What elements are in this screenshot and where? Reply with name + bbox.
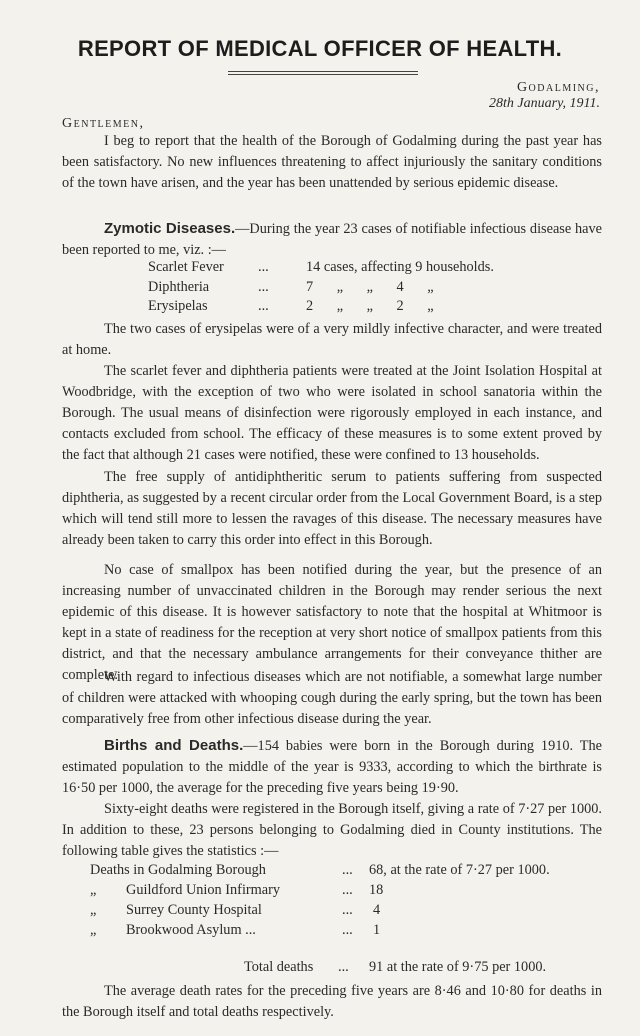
deaths-place: Brookwood Asylum ... [126, 922, 256, 938]
zymotic-paragraph [62, 218, 602, 261]
deaths-dots: ... [342, 862, 353, 878]
ditto-mark: „ [90, 922, 97, 938]
births-intro: —154 babies were born in the Borough during 1910. The estimated population to the middle of the year is 9333, according to which the birthrate is 16·50 per 1000, the average for the preceding five years being 19·90. [62, 738, 602, 796]
deaths-place: Surrey County Hospital [126, 902, 262, 918]
date-line: 28th January, 1911. [489, 96, 600, 111]
total-deaths-dots: ... [338, 959, 349, 975]
disease-dots: ... [258, 259, 269, 275]
births-paragraph [62, 735, 602, 799]
erysipelas-paragraph: The two cases of erysipelas were of a very mildly infective character, and were treated at home. [62, 321, 602, 358]
zymotic-heading: Zymotic Diseases. [104, 220, 236, 237]
births-heading: Births and Deaths. [104, 737, 244, 754]
deaths-value: 1 [373, 922, 381, 938]
title-rule-bottom [228, 74, 418, 75]
disease-dots: ... [258, 298, 269, 314]
disease-cases: 7 „ „ 4 „ [306, 279, 434, 295]
total-deaths-label: Total deaths [244, 959, 314, 975]
smallpox-paragraph: No case of smallpox has been notified during the year, but the presence of an increasing number of unvaccinated children in the Borough may render serious the next epidemic of this disease. It is however satisfactory to note that the hospital at Whitmoor is kept in a state of readiness for the reception at very short notice of smallpox patients from this district, and that the necessary ambulance arrangements for their conveyance thither are complete. [62, 562, 602, 683]
salutation: Gentlemen, [62, 116, 145, 131]
serum-paragraph: The free supply of antidiphtheritic serum to patients suffering from suspected diphtheria, as suggested by a recent circular order from the Local Government Board, is a step which will tend still more to lessen the ravages of this disease. The necessary measures have already been taken to carry this order into effect in this Borough. [62, 469, 602, 548]
deaths-dots: ... [342, 922, 353, 938]
place-line: Godalming, [516, 80, 600, 95]
deaths-dots: ... [342, 882, 353, 898]
average-deaths-paragraph: The average death rates for the preceding five years are 8·46 and 10·80 for deaths in the Borough itself and total deaths respectively. [62, 983, 602, 1020]
deaths-dots: ... [342, 902, 353, 918]
ditto-mark: „ [90, 882, 97, 898]
disease-name: Erysipelas [148, 298, 208, 314]
report-title: REPORT OF MEDICAL OFFICER OF HEALTH. [77, 36, 563, 61]
title-rule-top [228, 71, 418, 72]
disease-cases: 2 „ „ 2 „ [306, 298, 434, 314]
isolation-paragraph: The scarlet fever and diphtheria patients were treated at the Joint Isolation Hospital at Woodbridge, with the exception of two who were isolated in school sanatoria within the Borough. The usual means of disinfection were rigorously employed in each instance, and contacts excluded from school. The efficacy of these measures is to some extent proved by the fact that although 21 cases were notified, these were confined to 13 households. [62, 363, 602, 463]
disease-dots: ... [258, 279, 269, 295]
disease-name: Diphtheria [148, 279, 210, 295]
total-deaths-value: 91 at the rate of 9·75 per 1000. [369, 959, 547, 975]
disease-name: Scarlet Fever [148, 259, 224, 275]
ditto-mark: „ [90, 902, 97, 918]
deaths-paragraph: Sixty-eight deaths were registered in the Borough itself, giving a rate of 7·27 per 1000. In addition to these, 23 persons belonging to Godalming died in County institutions. The following table gives the statistics :— [62, 801, 602, 859]
disease-cases: 14 cases, affecting 9 households. [306, 259, 494, 275]
whooping-cough-paragraph: With regard to infectious diseases which are not notifiable, a somewhat large number of children were attacked with whooping cough during the early spring, but the town has been comparatively free from other infectious disease during the year. [62, 669, 602, 727]
deaths-value: 18 [369, 882, 384, 898]
deaths-value: 68, at the rate of 7·27 per 1000. [369, 862, 550, 878]
intro-paragraph: I beg to report that the health of the Borough of Godalming during the past year has been satisfactory. No new influences threatening to affect injuriously the sanitary conditions of the town have arisen, and the year has been unattended by serious epidemic disease. [62, 133, 602, 191]
deaths-place: Deaths in Godalming Borough [90, 862, 266, 878]
deaths-value: 4 [373, 902, 381, 918]
zymotic-intro: —During the year 23 cases of notifiable infectious disease have been reported to me, viz. :— [62, 221, 602, 258]
deaths-place: Guildford Union Infirmary [126, 882, 281, 898]
